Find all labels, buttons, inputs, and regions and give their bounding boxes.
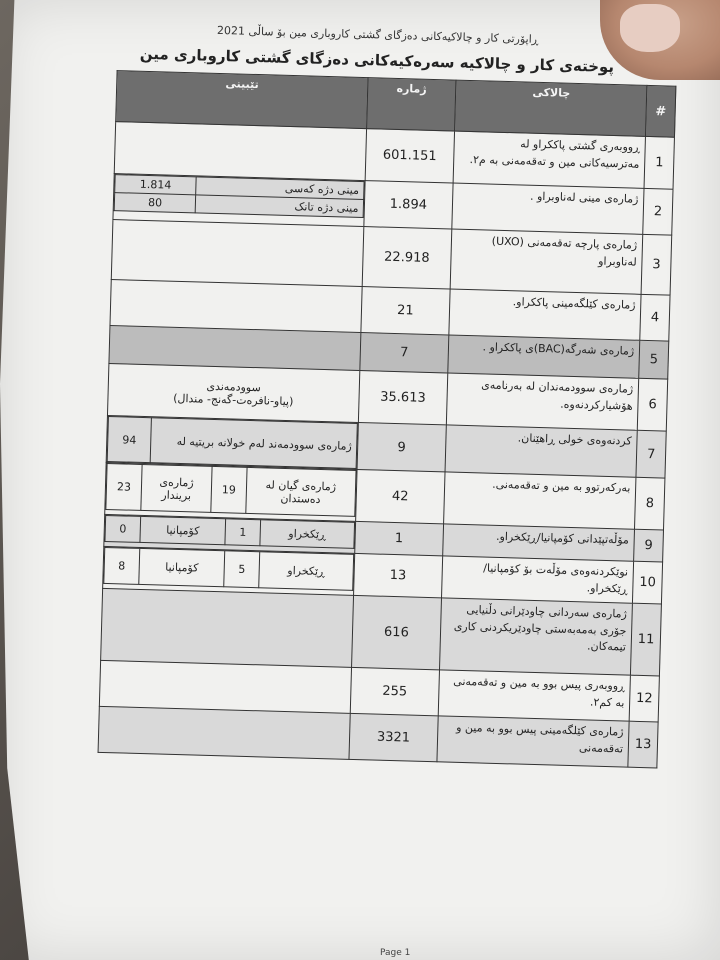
- row-notes: [114, 122, 366, 181]
- renewal-breakdown: [103, 547, 354, 591]
- note-value: 8: [104, 547, 140, 584]
- row-notes: [105, 462, 357, 521]
- row-activity: ژمارەی سەردانی چاودێرانی دڵنیایی جۆری بەمەبەستی چاودێریکردنی کاری تیمەکان.: [440, 598, 633, 675]
- row-value: 35.613: [358, 370, 448, 424]
- row-num: 3: [641, 234, 671, 295]
- row-value: 9: [357, 422, 447, 471]
- row-notes: [107, 363, 359, 422]
- row-activity: مۆڵەتپێدانی کۆمپانیا/ڕێکخراو.: [443, 524, 635, 561]
- note-value: 5: [224, 551, 260, 588]
- mine-breakdown: [114, 174, 365, 218]
- note-value: 0: [105, 515, 141, 542]
- note-value: 23: [106, 463, 142, 510]
- row-activity: ژمارەی کێلگەمینی پیس بوو بە مین و تەقەمەنی: [437, 716, 629, 767]
- col-num: #: [646, 85, 676, 137]
- summary-table: [98, 70, 677, 768]
- note-value: 80: [114, 193, 196, 213]
- row-notes: [106, 415, 358, 469]
- row-activity: کردنەوەی خولی ڕاهێنان.: [445, 425, 637, 477]
- note-value: 94: [107, 417, 151, 463]
- note-label: ژمارەی گیان لە دەستدان: [246, 467, 356, 516]
- row-activity: ژمارەی شەرگە(BAC)ی پاککراو .: [448, 335, 640, 378]
- note-label: ژمارەی سوودمەند لەم خولانە بریتیە لە: [150, 418, 357, 469]
- col-value: ژمارە: [366, 78, 456, 131]
- casualty-breakdown: [105, 463, 356, 517]
- row-notes: [113, 174, 365, 227]
- row-value: 13: [353, 553, 443, 597]
- row-num: 7: [636, 430, 666, 478]
- row-activity: ڕووبەری پیس بوو بە مین و تەقەمەنی بە کم٢.: [438, 670, 630, 721]
- note-label: مینی دژە تانک: [196, 195, 364, 218]
- row-notes: [111, 220, 363, 287]
- row-activity: ژمارەی سوودمەندان لە بەرنامەی هۆشیارکردنەوە.: [447, 373, 639, 430]
- row-num: 10: [633, 561, 663, 604]
- row-notes: [101, 588, 354, 667]
- row-num: 12: [629, 675, 659, 722]
- row-value: 22.918: [362, 227, 452, 289]
- row-value: 601.151: [365, 129, 455, 183]
- row-activity: ژمارەی مینی لەناوبراو .: [452, 183, 644, 234]
- row-num: 4: [640, 294, 670, 341]
- row-num: 11: [631, 603, 662, 676]
- row-num: 8: [635, 477, 665, 530]
- row-value: 1: [354, 521, 443, 555]
- row-num: 6: [637, 378, 667, 431]
- note-line: سوودمەندی: [206, 379, 261, 394]
- col-notes: تێبینی: [116, 71, 368, 129]
- row-value: 3321: [349, 713, 439, 761]
- row-activity: ژمارەی کێلگەمینی پاککراو.: [449, 289, 641, 340]
- row-num: 9: [634, 529, 664, 562]
- row-num: 2: [643, 188, 673, 235]
- note-label: کۆمپانیا: [139, 548, 225, 586]
- note-value: 19: [211, 466, 247, 513]
- row-activity: نوێکردنەوەی مۆڵەت بۆ کۆمپانیا/ڕێکخراو.: [442, 556, 634, 603]
- training-breakdown: [107, 416, 358, 469]
- license-breakdown: [104, 515, 354, 549]
- row-notes: [103, 546, 355, 595]
- note-label: کۆمپانیا: [140, 516, 226, 544]
- note-label: ڕێکخراو: [260, 520, 354, 549]
- row-value: 616: [351, 595, 442, 669]
- row-value: 42: [355, 469, 445, 523]
- document: [58, 20, 678, 768]
- note-value: 1.814: [115, 175, 197, 195]
- row-value: 21: [360, 287, 450, 335]
- row-value: 1.894: [363, 181, 453, 229]
- row-activity: ژمارەی پارچە تەقەمەنی (UXO) لەناوبراو: [450, 229, 643, 294]
- note-label: ڕێکخراو: [259, 552, 353, 591]
- row-value: 255: [350, 667, 440, 715]
- row-notes: [99, 660, 351, 713]
- page-number: Page 1: [380, 948, 411, 958]
- row-activity: ڕووبەری گشتی پاککراو لە مەترسیەکانی مین و تەقەمەنی بە م٢.: [453, 131, 645, 188]
- note-value: 1: [225, 519, 261, 546]
- note-line: (پیاو-نافرەت-گەنج- مندال): [172, 391, 294, 408]
- row-notes: [110, 280, 362, 333]
- row-num: 13: [628, 721, 658, 768]
- report-header: ڕاپۆرتی کار و چالاکیەکانی دەزگای گشتی کاروباری مین بۆ ساڵی 2021: [216, 23, 539, 46]
- note-label: مینی دژە کەسی: [196, 177, 364, 200]
- report-title: پوختەی کار و چالاکیە سەرەکیەکانی دەزگای گشتی کاروباری مین: [139, 44, 615, 76]
- row-num: 5: [639, 340, 669, 379]
- note-label: ژمارەی بریندار: [141, 464, 212, 512]
- row-notes: [98, 706, 350, 759]
- row-activity: بەرکەرتوو بە مین و تەقەمەنی.: [444, 472, 636, 529]
- row-num: 1: [644, 136, 674, 189]
- col-activity: چالاکی: [455, 80, 647, 136]
- row-value: 7: [359, 333, 449, 373]
